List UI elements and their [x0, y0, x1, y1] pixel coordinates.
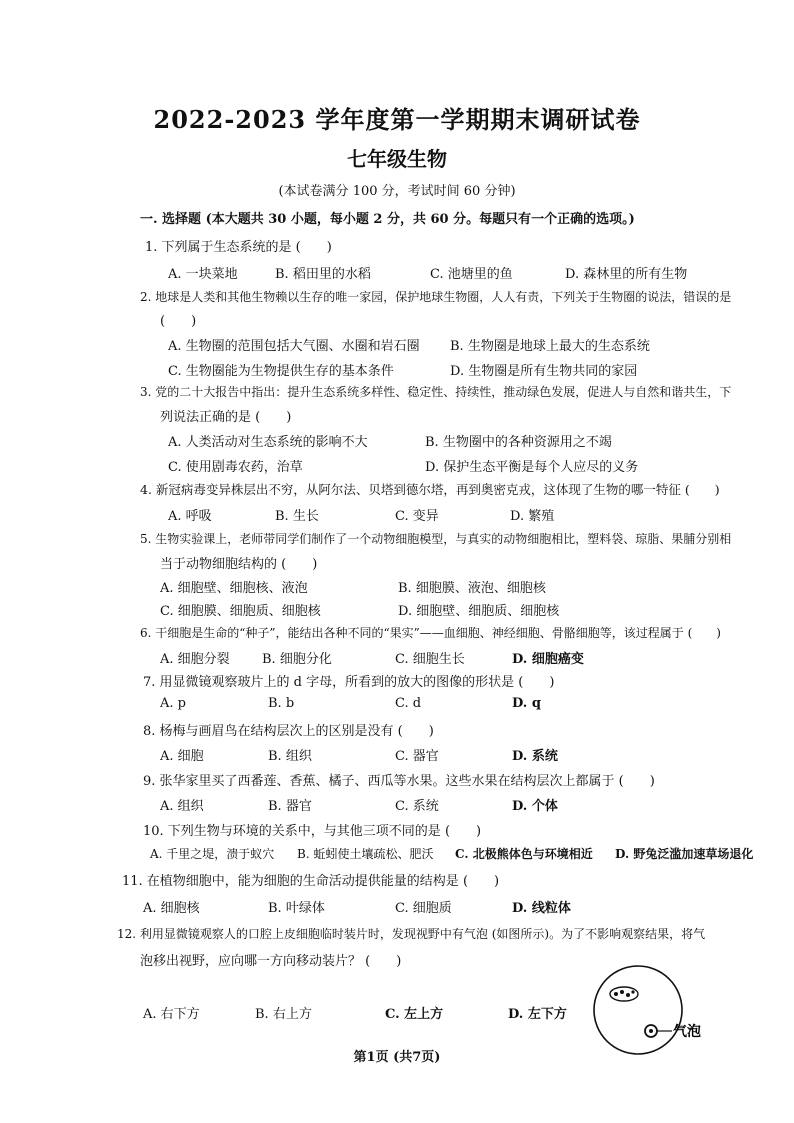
- question-8-stem: 8. 杨梅与画眉鸟在结构层次上的区别是没有 ( ): [143, 724, 434, 739]
- q1-option-a: A. 一块菜地: [168, 267, 238, 282]
- q7-option-d: D. q: [512, 696, 541, 711]
- section-heading: 一. 选择题 (本大题共 30 小题，每小题 2 分，共 60 分。每题只有一个正确的选项。): [140, 212, 635, 227]
- q6-option-d: D. 细胞癌变: [512, 652, 584, 667]
- q2-option-b: B. 生物圈是地球上最大的生态系统: [450, 339, 650, 354]
- q7-option-b: B. b: [268, 696, 295, 711]
- q3-option-a: A. 人类活动对生态系统的影响不大: [168, 435, 368, 450]
- q4-option-b: B. 生长: [275, 509, 319, 524]
- q7-option-c: C. d: [395, 696, 422, 711]
- q2-option-c: C. 生物圈能为生物提供生存的基本条件: [168, 364, 394, 379]
- question-5-stem: 5. 生物实验课上，老师带同学们制作了一个动物细胞模型，与真实的动物细胞相比，塑料袋、琼脂、果脯分别相: [140, 532, 732, 546]
- q1-option-d: D. 森林里的所有生物: [565, 267, 688, 282]
- q11-option-b: B. 叶绿体: [268, 901, 325, 916]
- q5-option-b: B. 细胞膜、液泡、细胞核: [398, 581, 546, 596]
- question-6-stem: 6. 干细胞是生命的“种子”，能结出各种不同的“果实”——血细胞、神经细胞、骨骼细胞等，该过程属于 ( ): [140, 626, 721, 640]
- question-12-stem-cont: 泡移出视野，应向哪一方向移动装片？ ( ): [140, 954, 402, 969]
- exam-title: 2022-2023 学年度第一学期期末调研试卷: [153, 105, 641, 134]
- q4-option-c: C. 变异: [395, 509, 439, 524]
- q11-option-a: A. 细胞核: [143, 901, 200, 916]
- question-3-stem: 3. 党的二十大报告中指出：提升生态系统多样性、稳定性、持续性，推动绿色发展，促进人与自然和谐共生，下: [140, 385, 732, 399]
- q11-option-d: D. 线粒体: [512, 901, 571, 916]
- cell-cluster: [610, 987, 638, 1001]
- q3-option-d: D. 保护生态平衡是每个人应尽的义务: [425, 460, 639, 475]
- question-12-stem: 12. 利用显微镜观察人的口腔上皮细胞临时装片时，发现视野中有气泡 (如图所示)。为了不影响观察结果，将气: [117, 927, 706, 941]
- q5-option-a: A. 细胞壁、细胞核、液泡: [160, 581, 308, 596]
- exam-subtitle: 七年级生物: [347, 147, 447, 171]
- q9-option-b: B. 器官: [268, 799, 312, 814]
- q12-option-c: C. 左上方: [385, 1007, 444, 1022]
- q3-option-b: B. 生物圈中的各种资源用之不竭: [425, 435, 612, 450]
- q10-option-b: B. 蚯蚓使土壤疏松、肥沃: [297, 847, 434, 861]
- q9-option-d: D. 个体: [512, 799, 558, 814]
- q8-option-a: A. 细胞: [160, 749, 204, 764]
- q11-option-c: C. 细胞质: [395, 901, 452, 916]
- q8-option-b: B. 组织: [268, 749, 312, 764]
- q7-option-a: A. p: [160, 696, 186, 711]
- question-10-stem: 10. 下列生物与环境的关系中，与其他三项不同的是 ( ): [143, 824, 482, 839]
- q2-option-a: A. 生物圈的范围包括大气圈、水圈和岩石圈: [168, 339, 420, 354]
- q8-option-c: C. 器官: [395, 749, 439, 764]
- question-2-stem: 2. 地球是人类和其他生物赖以生存的唯一家园，保护地球生物圈，人人有责，下列关于生物圈的说法，错误的是: [140, 290, 732, 304]
- q3-option-c: C. 使用剧毒农药，治草: [168, 460, 303, 475]
- question-3-stem-cont: 列说法正确的是 ( ): [160, 410, 292, 425]
- q9-option-c: C. 系统: [395, 799, 439, 814]
- q12-option-b: B. 右上方: [255, 1007, 312, 1022]
- q4-option-a: A. 呼吸: [168, 509, 212, 524]
- q6-option-c: C. 细胞生长: [395, 652, 465, 667]
- q5-option-d: D. 细胞壁、细胞质、细胞核: [398, 604, 560, 619]
- q10-option-d: D. 野兔泛滥加速草场退化: [615, 847, 754, 861]
- q6-option-a: A. 细胞分裂: [160, 652, 230, 667]
- q5-option-c: C. 细胞膜、细胞质、细胞核: [160, 604, 321, 619]
- q6-option-b: B. 细胞分化: [262, 652, 332, 667]
- question-9-stem: 9. 张华家里买了西番莲、香蕉、橘子、西瓜等水果。这些水果在结构层次上都属于 ( ): [143, 774, 655, 789]
- question-1-stem: 1. 下列属于生态系统的是 ( ): [145, 240, 332, 255]
- question-4-stem: 4. 新冠病毒变异株层出不穷，从阿尔法、贝塔到德尔塔，再到奥密克戎，这体现了生物的哪一特征 ( ): [140, 482, 720, 497]
- q9-option-a: A. 组织: [160, 799, 204, 814]
- q12-option-d: D. 左下方: [508, 1007, 567, 1022]
- q2-option-d: D. 生物圈是所有生物共同的家园: [450, 364, 638, 379]
- q1-option-b: B. 稻田里的水稻: [275, 267, 371, 282]
- question-11-stem: 11. 在植物细胞中，能为细胞的生命活动提供能量的结构是 ( ): [122, 874, 500, 889]
- q10-option-c: C. 北极熊体色与环境相近: [455, 847, 593, 861]
- q10-option-a: A. 千里之堤，溃于蚁穴: [150, 847, 275, 861]
- question-2-stem-cont: ( ): [160, 314, 197, 329]
- air-bubble-icon: [645, 1025, 657, 1037]
- field-of-view-circle: [594, 966, 682, 1054]
- q12-option-a: A. 右下方: [143, 1007, 200, 1022]
- q4-option-d: D. 繁殖: [510, 509, 555, 524]
- q8-option-d: D. 系统: [512, 749, 558, 764]
- question-7-stem: 7. 用显微镜观察玻片上的 d 字母，所看到的放大的图像的形状是 ( ): [143, 675, 555, 690]
- exam-note: (本试卷满分 100 分，考试时间 60 分钟): [278, 184, 516, 199]
- question-5-stem-cont: 当于动物细胞结构的 ( ): [160, 557, 318, 572]
- page-footer: 第1页 (共7页): [353, 1050, 441, 1065]
- q1-option-c: C. 池塘里的鱼: [430, 267, 513, 282]
- bubble-label: 气泡: [673, 1024, 701, 1040]
